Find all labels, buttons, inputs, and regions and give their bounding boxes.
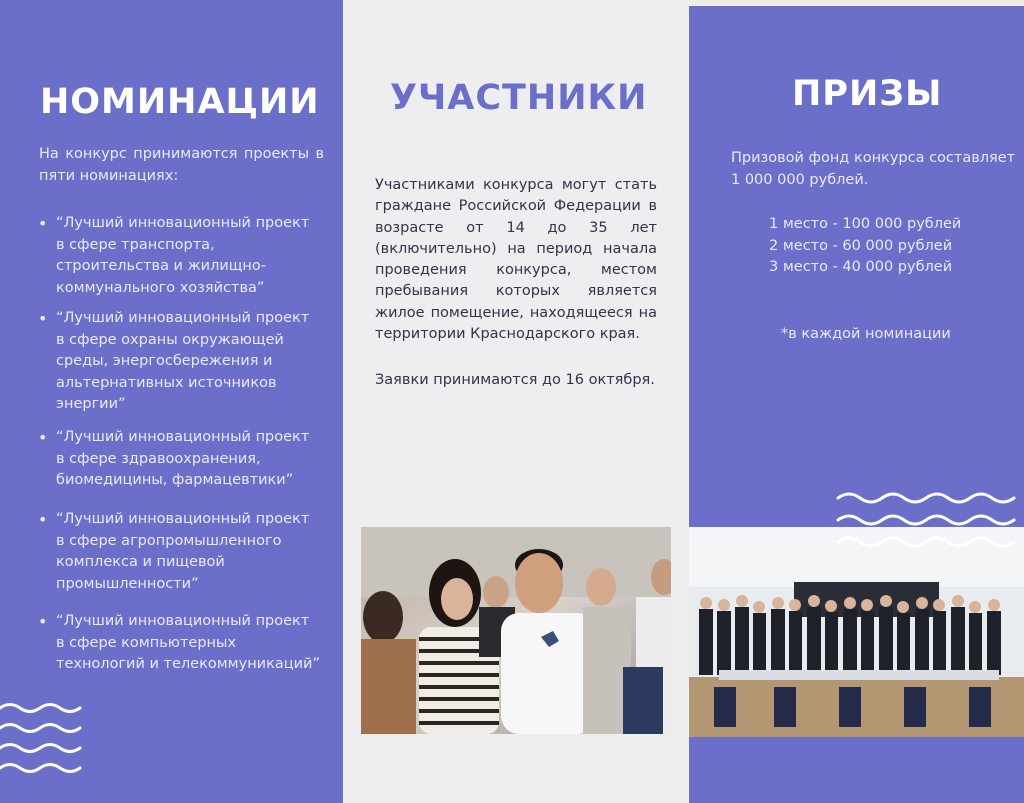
- prize-place-1: 1 место - 100 000 рублей: [769, 216, 962, 232]
- bullet-icon: •: [38, 612, 48, 631]
- nomination-text: “Лучший инновационный проект в сфере транспорта, строительства и жилищно- коммунального хозяйства”: [56, 215, 310, 296]
- nominations-panel: [0, 0, 343, 803]
- applications-deadline: Заявки принимаются до 16 октября.: [375, 372, 655, 388]
- bullet-icon: •: [38, 428, 48, 447]
- prize-place-2: 2 место - 60 000 рублей: [769, 237, 953, 254]
- waves-decoration-left: [0, 700, 85, 788]
- nominations-title: НОМИНАЦИИ: [40, 82, 320, 122]
- nomination-text: “Лучший инновационный проект в сфере агропромышленного комплекса и пищевой промышленности”: [56, 511, 310, 592]
- nominations-intro: На конкурс принимаются проекты в пяти номинациях:: [39, 146, 324, 184]
- participants-title: УЧАСТНИКИ: [390, 78, 648, 118]
- nomination-text: “Лучший инновационный проект в сфере компьютерных технологий и телекоммуникаций”: [56, 613, 320, 672]
- prize-places-list: [769, 214, 1009, 279]
- participants-description: Участниками конкурса могут стать граждане Российской Федерации в возрасте от 14 до 35 лет (включительно) на период начала проведения конкурса, местом пребывания которых является жилое помещение, находящееся на территории Краснодарского края.: [375, 177, 657, 343]
- bullet-icon: •: [38, 214, 48, 233]
- waves-decoration-right: [836, 488, 1024, 560]
- prize-fund-text: Призовой фонд конкурса составляет 1 000 000 рублей.: [731, 150, 1016, 188]
- prize-place-3: 3 место - 40 000 рублей: [769, 259, 953, 275]
- bullet-icon: •: [38, 510, 48, 529]
- nomination-text: “Лучший инновационный проект в сфере охраны окружающей среды, энергосбережения и альтернативных источников энергии”: [56, 310, 310, 412]
- nomination-text: “Лучший инновационный проект в сфере здравоохранения, биомедицины, фармацевтики”: [56, 429, 310, 488]
- participants-photo: [361, 527, 671, 734]
- prizes-title: ПРИЗЫ: [792, 74, 943, 114]
- prize-note: *в каждой номинации: [781, 326, 951, 342]
- bullet-icon: •: [38, 309, 48, 328]
